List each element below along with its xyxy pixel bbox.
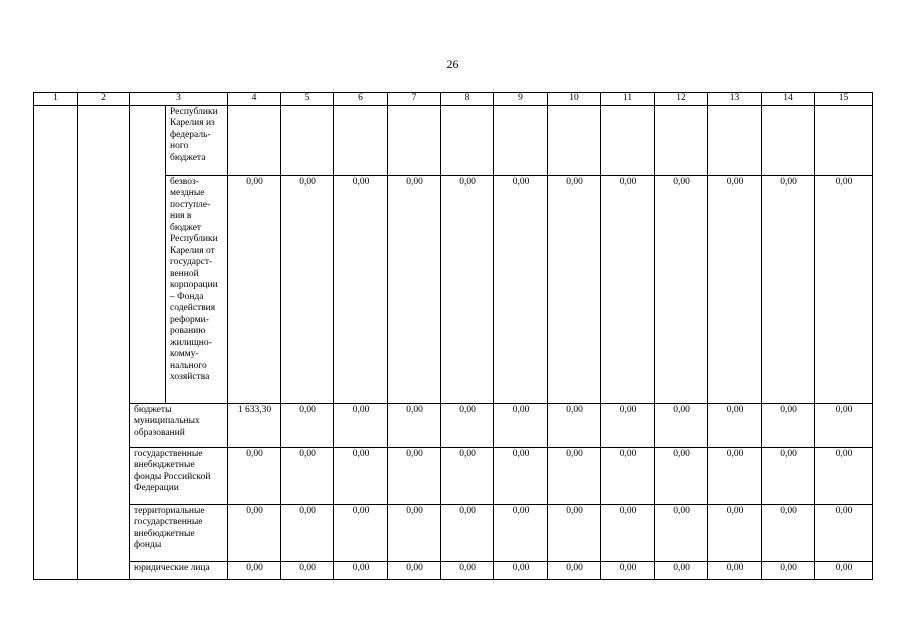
column-header: 1 [34,93,78,106]
table-row [34,561,873,579]
value-cell: 0,00 [494,447,548,504]
value-cell [441,105,494,175]
table-row [34,447,873,504]
value-cell [494,105,548,175]
column-number-row [34,93,873,106]
value-cell: 0,00 [815,504,873,561]
column-header: 15 [815,93,873,106]
column-header: 2 [78,93,130,106]
value-cell: 0,00 [334,175,388,403]
value-cell [655,105,708,175]
value-cell: 0,00 [441,504,494,561]
value-cell: 0,00 [441,403,494,447]
value-cell: 0,00 [228,561,281,579]
table-row [34,105,873,175]
value-cell: 0,00 [708,403,762,447]
value-cell: 0,00 [762,504,815,561]
value-cell: 0,00 [334,504,388,561]
value-cell: 0,00 [494,561,548,579]
value-cell: 0,00 [334,447,388,504]
row-label: бюджеты муниципальных образований [130,403,228,447]
value-cell: 0,00 [441,447,494,504]
value-cell [548,105,601,175]
column-1-cell [34,105,78,579]
table-row [34,403,873,447]
value-cell: 0,00 [708,175,762,403]
column-header: 6 [334,93,388,106]
value-cell: 0,00 [228,175,281,403]
value-cell [334,105,388,175]
value-cell: 0,00 [708,504,762,561]
value-cell: 0,00 [601,403,655,447]
value-cell: 0,00 [655,561,708,579]
funding-table [33,92,873,580]
column-header: 5 [281,93,334,106]
value-cell: 0,00 [388,561,441,579]
value-cell: 0,00 [655,447,708,504]
value-cell: 0,00 [494,504,548,561]
value-cell: 0,00 [548,504,601,561]
value-cell: 0,00 [548,175,601,403]
column-header: 12 [655,93,708,106]
value-cell: 0,00 [441,175,494,403]
value-cell: 0,00 [601,561,655,579]
value-cell: 0,00 [601,175,655,403]
value-cell: 0,00 [601,504,655,561]
value-cell: 0,00 [388,403,441,447]
table-row [34,504,873,561]
value-cell: 0,00 [815,403,873,447]
indent-cell [130,105,166,403]
value-cell: 0,00 [334,561,388,579]
value-cell: 0,00 [441,561,494,579]
value-cell: 0,00 [548,403,601,447]
value-cell: 0,00 [708,447,762,504]
value-cell: 0,00 [281,447,334,504]
value-cell: 0,00 [548,561,601,579]
value-cell: 1 633,30 [228,403,281,447]
value-cell: 0,00 [281,561,334,579]
value-cell: 0,00 [494,175,548,403]
value-cell [281,105,334,175]
row-label: Республики Карелия из федераль-ного бюджета [166,105,228,175]
row-label: территориальные государственные внебюджетные фонды [130,504,228,561]
value-cell: 0,00 [334,403,388,447]
row-label: юридические лица [130,561,228,579]
value-cell: 0,00 [708,561,762,579]
page-number: 26 [446,57,459,71]
value-cell [815,105,873,175]
column-header: 11 [601,93,655,106]
value-cell: 0,00 [494,403,548,447]
value-cell: 0,00 [281,504,334,561]
value-cell [228,105,281,175]
value-cell: 0,00 [655,403,708,447]
value-cell: 0,00 [548,447,601,504]
value-cell: 0,00 [815,447,873,504]
value-cell: 0,00 [762,175,815,403]
value-cell [762,105,815,175]
value-cell [601,105,655,175]
value-cell: 0,00 [388,504,441,561]
value-cell [388,105,441,175]
column-header: 14 [762,93,815,106]
value-cell: 0,00 [228,504,281,561]
column-header: 7 [388,93,441,106]
value-cell [708,105,762,175]
value-cell: 0,00 [281,403,334,447]
value-cell: 0,00 [281,175,334,403]
value-cell: 0,00 [815,175,873,403]
column-header: 3 [130,93,228,106]
value-cell: 0,00 [388,175,441,403]
value-cell: 0,00 [655,504,708,561]
row-label: безвоз-мездные поступле-ния в бюджет Республики Карелия от государст-венной корпорации – Фонда содействия реформи-рованию жилищно-комму-нального хозяйства [166,175,228,403]
column-header: 13 [708,93,762,106]
value-cell: 0,00 [762,403,815,447]
column-2-cell [78,105,130,579]
value-cell: 0,00 [762,447,815,504]
value-cell: 0,00 [762,561,815,579]
value-cell: 0,00 [388,447,441,504]
value-cell: 0,00 [655,175,708,403]
column-header: 8 [441,93,494,106]
column-header: 10 [548,93,601,106]
value-cell: 0,00 [228,447,281,504]
value-cell: 0,00 [815,561,873,579]
column-header: 4 [228,93,281,106]
column-header: 9 [494,93,548,106]
value-cell: 0,00 [601,447,655,504]
row-label: государственные внебюджетные фонды Российской Федерации [130,447,228,504]
